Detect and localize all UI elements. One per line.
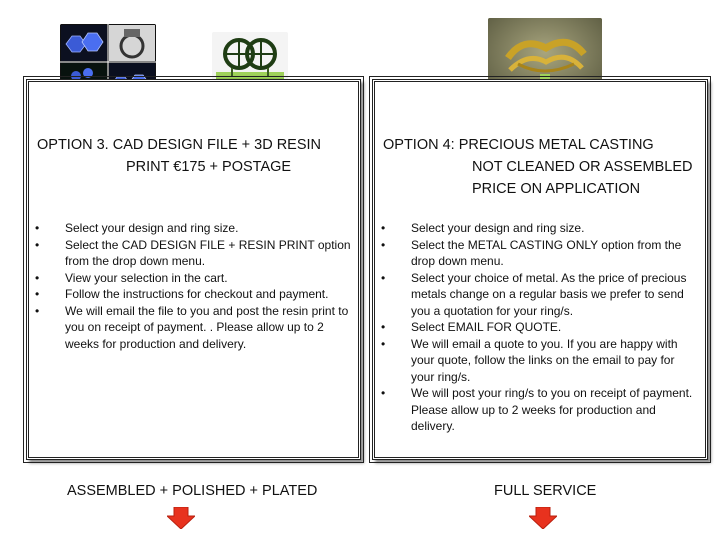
option-4-title-line-1: OPTION 4: PRECIOUS METAL CASTING: [383, 137, 654, 153]
down-arrow-icon: [529, 507, 557, 529]
list-item: • Select your choice of metal. As the price of precious metals change on a regular basis we prefer to send you a quotation for your ring/s.: [381, 270, 699, 320]
option-4-title: [383, 134, 693, 200]
option-3-title-line-2: PRINT €175 + POSTAGE: [126, 159, 292, 175]
option-3-title: [37, 134, 321, 178]
option-3-steps-list: [35, 220, 353, 352]
list-item: • We will post your ring/s to you on receipt of payment. Please allow up to 2 weeks for production and delivery.: [381, 385, 699, 435]
option-4-title-line-3: PRICE ON APPLICATION: [472, 181, 641, 197]
list-item: • Select the METAL CASTING ONLY option from the drop down menu.: [381, 237, 699, 270]
list-item: • Follow the instructions for checkout and payment.: [35, 286, 353, 303]
list-item: • Select the CAD DESIGN FILE + RESIN PRINT option from the drop down menu.: [35, 237, 353, 270]
list-item: • Select your design and ring size.: [381, 220, 699, 237]
option-4-title-line-2: NOT CLEANED OR ASSEMBLED: [472, 159, 693, 175]
list-item: • Select your design and ring size.: [35, 220, 353, 237]
list-item: • We will email a quote to you. If you are happy with your quote, follow the links on the email to pay for your ring/s.: [381, 336, 699, 386]
list-item: • View your selection in the cart.: [35, 270, 353, 287]
down-arrow-icon: [167, 507, 195, 529]
option-4-steps-list: [381, 220, 699, 435]
option-3-title-line-1: OPTION 3. CAD DESIGN FILE + 3D RESIN: [37, 137, 322, 153]
list-item: • We will email the file to you and post the resin print to you on receipt of payment. . Please allow up to 2 weeks for production and delivery.: [35, 303, 353, 353]
option-4-panel: [372, 79, 708, 460]
assembled-polished-plated-label: ASSEMBLED + POLISHED + PLATED: [67, 483, 318, 499]
list-item: • Select EMAIL FOR QUOTE.: [381, 319, 699, 336]
full-service-label: FULL SERVICE: [494, 483, 597, 499]
option-3-panel: [26, 79, 361, 460]
